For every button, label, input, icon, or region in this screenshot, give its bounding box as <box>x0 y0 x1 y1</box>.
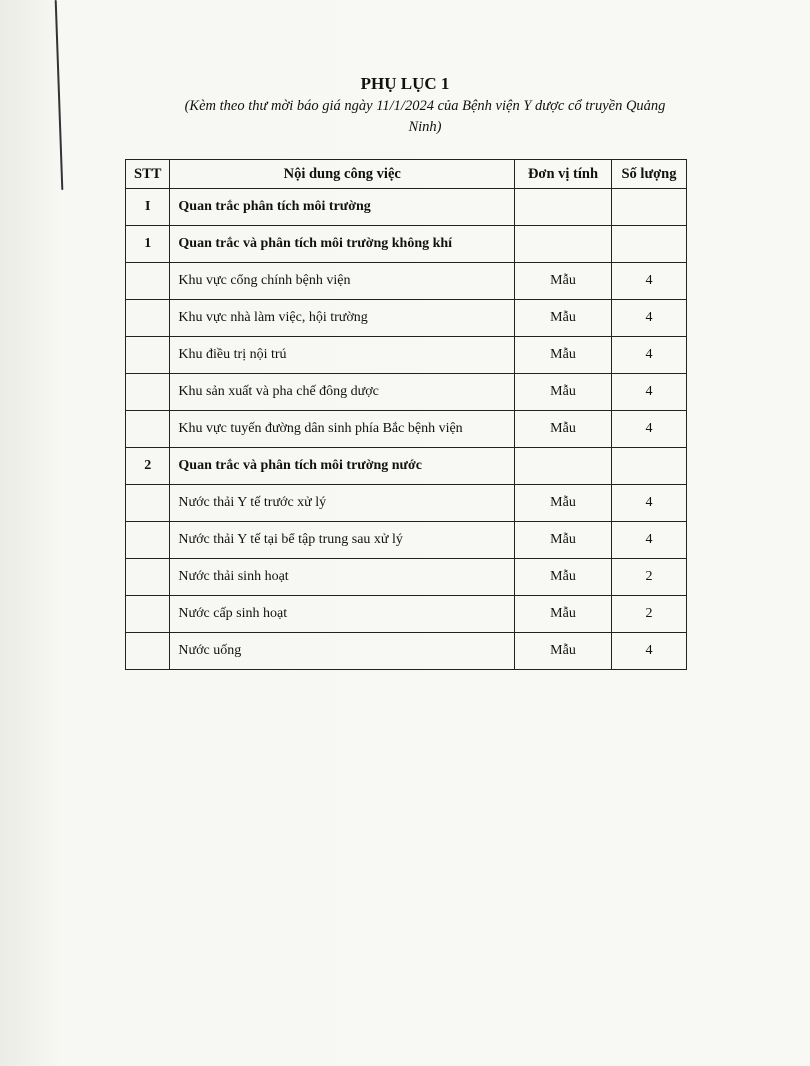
cell-content: Quan trắc và phân tích môi trường không khí <box>170 226 515 263</box>
cell-content: Quan trắc và phân tích môi trường nước <box>170 448 515 485</box>
cell-unit <box>515 189 612 226</box>
cell-quantity: 4 <box>612 485 687 522</box>
header-stt: STT <box>126 160 170 189</box>
table-row <box>126 263 687 300</box>
cell-unit: Mẫu <box>515 522 612 559</box>
header-unit: Đơn vị tính <box>515 160 612 189</box>
table-body <box>126 189 687 670</box>
header-content: Nội dung công việc <box>170 160 515 189</box>
table-row <box>126 411 687 448</box>
cell-unit: Mẫu <box>515 633 612 670</box>
cell-quantity: 4 <box>612 633 687 670</box>
cell-unit <box>515 448 612 485</box>
cell-content: Quan trắc phân tích môi trường <box>170 189 515 226</box>
header-quantity: Số lượng <box>612 160 687 189</box>
table-row <box>126 226 687 263</box>
cell-content: Nước thải Y tế tại bể tập trung sau xử lý <box>170 522 515 559</box>
cell-unit: Mẫu <box>515 263 612 300</box>
cell-quantity: 4 <box>612 300 687 337</box>
table-row <box>126 559 687 596</box>
cell-unit: Mẫu <box>515 596 612 633</box>
scan-edge-line <box>55 0 64 190</box>
table-row <box>126 448 687 485</box>
table-row <box>126 337 687 374</box>
cell-unit: Mẫu <box>515 411 612 448</box>
cell-content: Nước thải sinh hoạt <box>170 559 515 596</box>
cell-content: Khu sản xuất và pha chế đông dược <box>170 374 515 411</box>
cell-quantity <box>612 448 687 485</box>
cell-quantity: 4 <box>612 337 687 374</box>
cell-unit: Mẫu <box>515 337 612 374</box>
cell-stt: 1 <box>126 226 170 263</box>
table-row <box>126 522 687 559</box>
table-row <box>126 596 687 633</box>
table-row <box>126 300 687 337</box>
cell-stt <box>126 633 170 670</box>
cell-stt <box>126 522 170 559</box>
cell-content: Khu vực cổng chính bệnh viện <box>170 263 515 300</box>
cell-content: Khu điều trị nội trú <box>170 337 515 374</box>
cell-quantity: 4 <box>612 263 687 300</box>
cell-quantity <box>612 189 687 226</box>
table-row <box>126 485 687 522</box>
cell-quantity: 2 <box>612 559 687 596</box>
cell-content: Khu vực tuyến đường dân sinh phía Bắc bệnh viện <box>170 411 515 448</box>
cell-unit: Mẫu <box>515 374 612 411</box>
cell-stt <box>126 485 170 522</box>
table-row <box>126 189 687 226</box>
cell-content: Khu vực nhà làm việc, hội trường <box>170 300 515 337</box>
cell-stt <box>126 559 170 596</box>
cell-quantity: 4 <box>612 374 687 411</box>
cell-quantity: 4 <box>612 522 687 559</box>
cell-unit <box>515 226 612 263</box>
cell-content: Nước thải Y tế trước xử lý <box>170 485 515 522</box>
cell-quantity <box>612 226 687 263</box>
cell-stt <box>126 300 170 337</box>
cell-stt <box>126 337 170 374</box>
table-header-row <box>126 160 687 189</box>
cell-stt <box>126 374 170 411</box>
cell-stt <box>126 263 170 300</box>
appendix-subtitle: (Kèm theo thư mời báo giá ngày 11/1/2024 của Bệnh viện Y dược cổ truyền Quảng Ninh) <box>184 98 666 135</box>
cell-content: Nước cấp sinh hoạt <box>170 596 515 633</box>
appendix-title: PHỤ LỤC 1 <box>360 74 450 93</box>
cell-quantity: 4 <box>612 411 687 448</box>
table-row <box>126 633 687 670</box>
cell-unit: Mẫu <box>515 485 612 522</box>
cell-stt: 2 <box>126 448 170 485</box>
table-row <box>126 374 687 411</box>
cell-content: Nước uống <box>170 633 515 670</box>
cell-stt <box>126 411 170 448</box>
cell-stt: I <box>126 189 170 226</box>
cell-unit: Mẫu <box>515 300 612 337</box>
cell-stt <box>126 596 170 633</box>
cell-unit: Mẫu <box>515 559 612 596</box>
cell-quantity: 2 <box>612 596 687 633</box>
work-items-table <box>125 159 687 670</box>
